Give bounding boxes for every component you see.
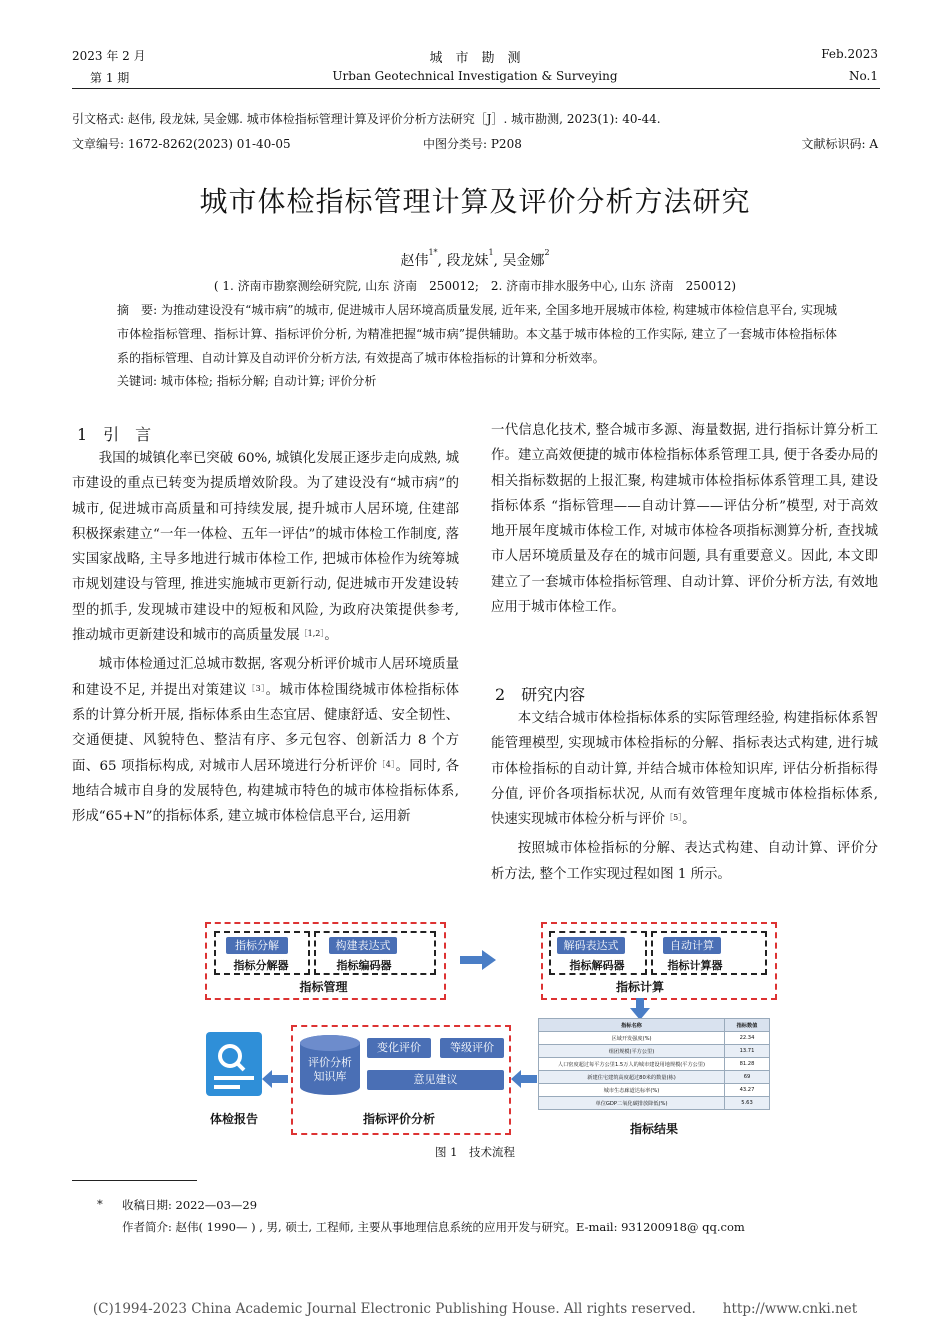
build-expression-button: 构建表达式 — [329, 937, 397, 954]
paragraph: 按照城市体检指标的分解、表达式构建、自动计算、评价分析方法, 整个工作实现过程如图 1 所示。 — [491, 841, 878, 882]
author-2-sup: 1 — [488, 248, 494, 257]
table-row — [539, 1058, 770, 1071]
header-rule — [72, 88, 880, 89]
header-date: 2023 年 2 月 — [72, 49, 146, 63]
paragraph-text: 。同时, 各地结合城市自身的发展特色, 构建城市特色的城市体检指标体系, 形成“65+N”的指标体系, 建立城市体检信息平台, 运用新 — [72, 758, 460, 825]
result-label: 指标结果 — [629, 1122, 678, 1136]
report-label: 体检报告 — [209, 1112, 258, 1126]
auto-calc-button: 自动计算 — [663, 937, 721, 954]
kb-line-1: 评价分析 — [308, 1056, 352, 1069]
paragraph — [72, 652, 459, 829]
journal-english-name: Urban Geotechnical Investigation & Surveying — [332, 69, 618, 83]
ref-1-2: ［1,2］ — [299, 629, 325, 639]
table-row — [539, 1071, 770, 1084]
arrow-left-icon — [262, 1070, 288, 1088]
header-issue: 第 1 期 — [90, 71, 130, 85]
footnote-rule — [72, 1180, 197, 1181]
author-1-sup: 1* — [428, 248, 438, 257]
author-3-sup: 2 — [544, 248, 550, 257]
paragraph-text: 。城市体检围绕城市体检指标体系的计算分析开展, 指标体系由生态宜居、健康舒适、安全韧性、交通便捷、风貌特色、整洁有序、多元包容、创新活力 8 个方面、65 项指标构成, 对城市人居环境进行分析评价 — [72, 682, 460, 774]
clc-number: 中图分类号: P208 — [423, 137, 522, 151]
table-cell: 单位GDP二氧化碳排放降低(%) — [539, 1097, 725, 1110]
paragraph-text: 我国的城镇化率已突破 60%, 城镇化发展正逐步走向成熟, 城市建设的重点已转变为提质增效阶段。为了建设没有“城市病”的城市, 促进城市高质量和可持续发展, 提升城市人居环境, 住建部积极探索建立“一年一体检、五年一评估”的城市体检工作制度, 落实国家战略, 主导多地进行城市体检工作, 把城市体检作为统筹城市规划建设与管理, 推进实施城市更新行动, 促进城市开发建设转型的抓手, 发现城市建设中的短板和风险, 为政府决策提供参考, 推动城市更新建设和城市的高质量发展 — [72, 451, 459, 644]
right-column-2 — [491, 706, 878, 887]
footnote-star: * — [97, 1197, 103, 1211]
table-cell: 区域开发强度(%) — [539, 1032, 725, 1045]
author-2: 段龙妹 — [446, 253, 489, 269]
affiliation: ( 1. 济南市勘察测绘研究院, 山东 济南 250012; 2. 济南市排水服务中心, 山东 济南 250012) — [213, 279, 737, 293]
grade-eval-button: 等级评价 — [440, 1038, 504, 1058]
paragraph — [491, 706, 878, 832]
indicator-result-table — [538, 1018, 770, 1110]
abstract: 摘 要: 为推动建设没有“城市病”的城市, 促进城市人居环境高质量发展, 近年来, 全国多地开展城市体检, 构建城市体检信息平台, 实现城市体检指标管理、指标计算、指标评价分析, 为精准把握“城市病”提供辅助。本文基于城市体检的工作实际, 建立了一套城市体检指标体系的指标管理、自动计算及自动评价分析方法, 有效提高了城市体检指标的计算和分析效率。 — [117, 303, 837, 365]
table-row — [539, 1032, 770, 1045]
authors: 赵伟$^{1*}$, 段龙妹$^1$, 吴金娜$^2$ — [400, 248, 550, 269]
group-calc-label: 指标计算 — [615, 980, 664, 994]
received-date: 收稿日期: 2022—03—29 — [122, 1198, 258, 1212]
table-cell: 13.71 — [725, 1045, 770, 1058]
ref-4: ［4］ — [377, 759, 396, 769]
arrow-down-icon — [630, 998, 650, 1020]
arrow-right-icon — [460, 950, 496, 970]
group-management-label: 指标管理 — [299, 980, 348, 994]
header-issue-en: No.1 — [849, 69, 878, 83]
table-cell: 81.28 — [725, 1058, 770, 1071]
section-1-heading: 1 引 言 — [77, 425, 152, 444]
keywords: 关键词: 城市体检; 指标分解; 自动计算; 评价分析 — [117, 374, 377, 388]
left-column — [72, 446, 459, 829]
paragraph: 一代信息化技术, 整合城市多源、海量数据, 进行指标计算分析工作。建立高效便捷的城市体检指标体系管理工具, 便于各委办局的相关指标数据的上报汇聚, 构建城市体检指标体系管理工具, 建设指标体系 “指标管理——自动计算——评估分析”模型, 对于高效地开展年度城市体检工作, 对城市体检各项指标测算分析, 查找城市人居环境质量及存在的城市问题, 具有重要意义。因此, 本文即建立了一套城市体检指标管理、自动计算、评价分析方法, 有效地应用于城市体检工作。 — [491, 423, 878, 616]
table-cell: 新建住宅建筑高度超过80米的数量(栋) — [539, 1071, 725, 1084]
paragraph-end: 。 — [324, 628, 338, 644]
author-bio: 作者简介: 赵伟( 1990— ) , 男, 硕士, 工程师, 主要从事地理信息系统的应用开发与研究。E-mail: 931200918@ qq.com — [122, 1220, 745, 1234]
knowledge-base-label — [298, 1056, 362, 1084]
paragraph — [72, 446, 459, 648]
table-cell: 组团规模(平方公里) — [539, 1045, 725, 1058]
journal-name: 城 市 勘 测 — [429, 51, 521, 66]
report-icon — [206, 1032, 262, 1096]
table-cell: 43.27 — [725, 1084, 770, 1097]
table-cell: 5.63 — [725, 1097, 770, 1110]
decompose-button: 指标分解 — [226, 937, 288, 954]
table-row — [539, 1097, 770, 1110]
kb-line-2: 知识库 — [313, 1070, 347, 1083]
document-code: 文献标识码: A — [801, 137, 878, 151]
decoder-label: 指标解码器 — [569, 959, 625, 972]
paper-title: 城市体检指标管理计算及评价分析方法研究 — [199, 185, 751, 218]
section-2-heading: 2 研究内容 — [495, 685, 586, 704]
table-cell: 69 — [725, 1071, 770, 1084]
decomposer-label: 指标分解器 — [233, 959, 289, 972]
encoder-label: 指标编码器 — [336, 959, 392, 972]
author-3: 吴金娜 — [502, 253, 545, 269]
table-cell: 22.34 — [725, 1032, 770, 1045]
table-cell: 城市生态廊道达标率(%) — [539, 1084, 725, 1097]
citation: 引文格式: 赵伟, 段龙妹, 吴金娜. 城市体检指标管理计算及评价分析方法研究［J］. 城市勘测, 2023(1): 40-44. — [72, 112, 661, 126]
table-cell: 人口密度超过每平方公里1.5万人的城市建设用地规模(平方公里) — [539, 1058, 725, 1071]
table-header: 指标名称 — [539, 1019, 725, 1032]
article-number: 文章编号: 1672-8262(2023) 01-40-05 — [72, 137, 291, 151]
table-row — [539, 1045, 770, 1058]
table-row — [539, 1084, 770, 1097]
table-header: 指标数值 — [725, 1019, 770, 1032]
copyright: (C)1994-2023 China Academic Journal Electronic Publishing House. All rights reserved. http://www.cnki.net — [92, 1301, 858, 1317]
parse-expression-button: 解码表达式 — [557, 937, 625, 954]
calculator-label: 指标计算器 — [667, 959, 723, 972]
paragraph-text: 城市体检通过汇总城市数据, 客观分析评价城市人居环境质量和建设不足, 并提出对策建议 — [72, 657, 459, 698]
figure-caption: 图 1 技术流程 — [435, 1145, 515, 1159]
paragraph-text: 本文结合城市体检指标体系的实际管理经验, 构建指标体系智能管理模型, 实现城市体检指标的分解、指标表达式构建, 进行城市体检指标的自动计算, 并结合城市体检知识库, 评估分析指标得分值, 评价各项指标状况, 从而有效管理年度城市体检指标体系, 快速实现城市体检分析与评价 — [491, 711, 878, 828]
ref-3: ［3］ — [247, 683, 266, 693]
paragraph-end: 。 — [682, 812, 696, 828]
ref-5: ［5］ — [665, 813, 683, 823]
arrow-left-icon — [511, 1070, 537, 1088]
group-eval-label: 指标评价分析 — [362, 1112, 435, 1126]
author-1: 赵伟 — [400, 253, 429, 269]
header-date-en: Feb.2023 — [821, 47, 878, 61]
right-column — [491, 418, 878, 620]
change-eval-button: 变化评价 — [367, 1038, 431, 1058]
advice-button: 意见建议 — [367, 1070, 504, 1090]
